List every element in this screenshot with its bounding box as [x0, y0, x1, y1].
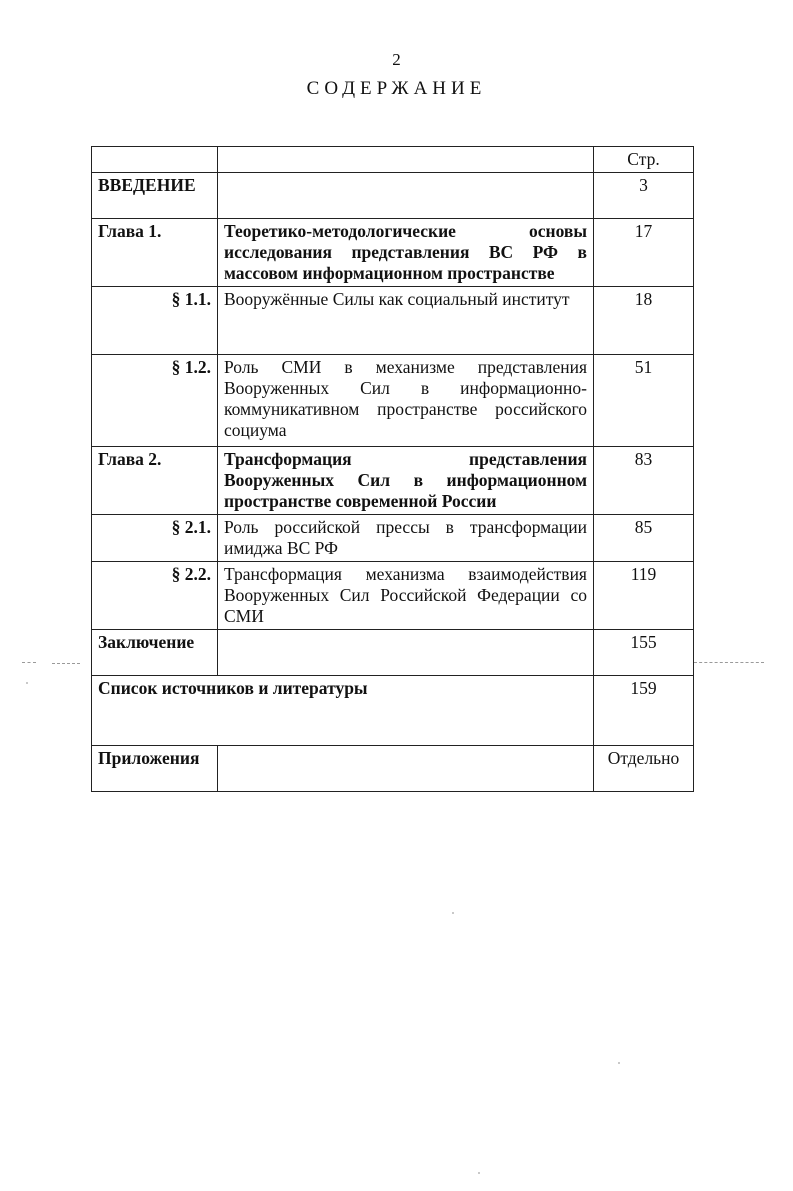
toc-row-title	[218, 746, 594, 792]
toc-row-title: Трансформация механизма взаимодействия Вооруженных Сил Российской Федерации со СМИ	[218, 562, 594, 630]
toc-row-label: Глава 2.	[92, 447, 218, 515]
page-number: 2	[392, 50, 401, 69]
toc-row-label: § 2.2.	[92, 562, 218, 630]
toc-row-label: § 2.1.	[92, 515, 218, 562]
toc-row-chapter-1	[92, 219, 694, 287]
toc-row-title: Вооружённые Силы как социальный институт	[218, 287, 594, 355]
toc-row-references	[92, 676, 694, 746]
page-column-header: Стр.	[594, 147, 694, 173]
toc-row-page: 18	[594, 287, 694, 355]
toc-header-row	[92, 147, 694, 173]
toc-row-label: Приложения	[92, 746, 218, 792]
toc-row-label: Список источников и литературы	[92, 676, 594, 746]
toc-row-title: Роль СМИ в механизме представления Вооруженных Сил в информационно-коммуникативном пространстве российского социума	[218, 355, 594, 447]
scan-artifact-line	[694, 662, 764, 663]
toc-row-page: 3	[594, 173, 694, 219]
toc-row-introduction	[92, 173, 694, 219]
header-empty-cell	[218, 147, 594, 173]
toc-row-page: Отдельно	[594, 746, 694, 792]
toc-row-label: Заключение	[92, 630, 218, 676]
toc-row-title: Теоретико-методологические основы исследования представления ВС РФ в массовом информационном пространстве	[218, 219, 594, 287]
toc-row-chapter-2	[92, 447, 694, 515]
toc-row-page: 83	[594, 447, 694, 515]
toc-row-page: 17	[594, 219, 694, 287]
table-of-contents	[91, 146, 694, 792]
toc-row-title: Роль российской прессы в трансформации имиджа ВС РФ	[218, 515, 594, 562]
toc-row-label: § 1.2.	[92, 355, 218, 447]
toc-row-section-1-2	[92, 355, 694, 447]
toc-row-page: 85	[594, 515, 694, 562]
toc-row-section-1-1	[92, 287, 694, 355]
toc-row-section-2-2	[92, 562, 694, 630]
toc-row-title	[218, 630, 594, 676]
toc-row-page: 159	[594, 676, 694, 746]
toc-row-label: ВВЕДЕНИЕ	[92, 173, 218, 219]
toc-row-page: 119	[594, 562, 694, 630]
scan-artifact-line	[52, 663, 80, 664]
scan-artifact-line	[22, 662, 36, 663]
toc-row-page: 155	[594, 630, 694, 676]
page-title: СОДЕРЖАНИЕ	[306, 78, 487, 99]
scan-artifact-dot	[26, 682, 28, 684]
toc-row-page: 51	[594, 355, 694, 447]
toc-row-title: Трансформация представления Вооруженных Сил в информационном пространстве современной России	[218, 447, 594, 515]
scan-artifact-dot	[618, 1062, 620, 1064]
toc-row-section-2-1	[92, 515, 694, 562]
toc-row-label: Глава 1.	[92, 219, 218, 287]
scan-artifact-dot	[478, 1172, 480, 1174]
header-empty-cell	[92, 147, 218, 173]
toc-row-title	[218, 173, 594, 219]
toc-row-label: § 1.1.	[92, 287, 218, 355]
toc-row-appendices	[92, 746, 694, 792]
scan-artifact-dot	[452, 912, 454, 914]
toc-row-conclusion	[92, 630, 694, 676]
